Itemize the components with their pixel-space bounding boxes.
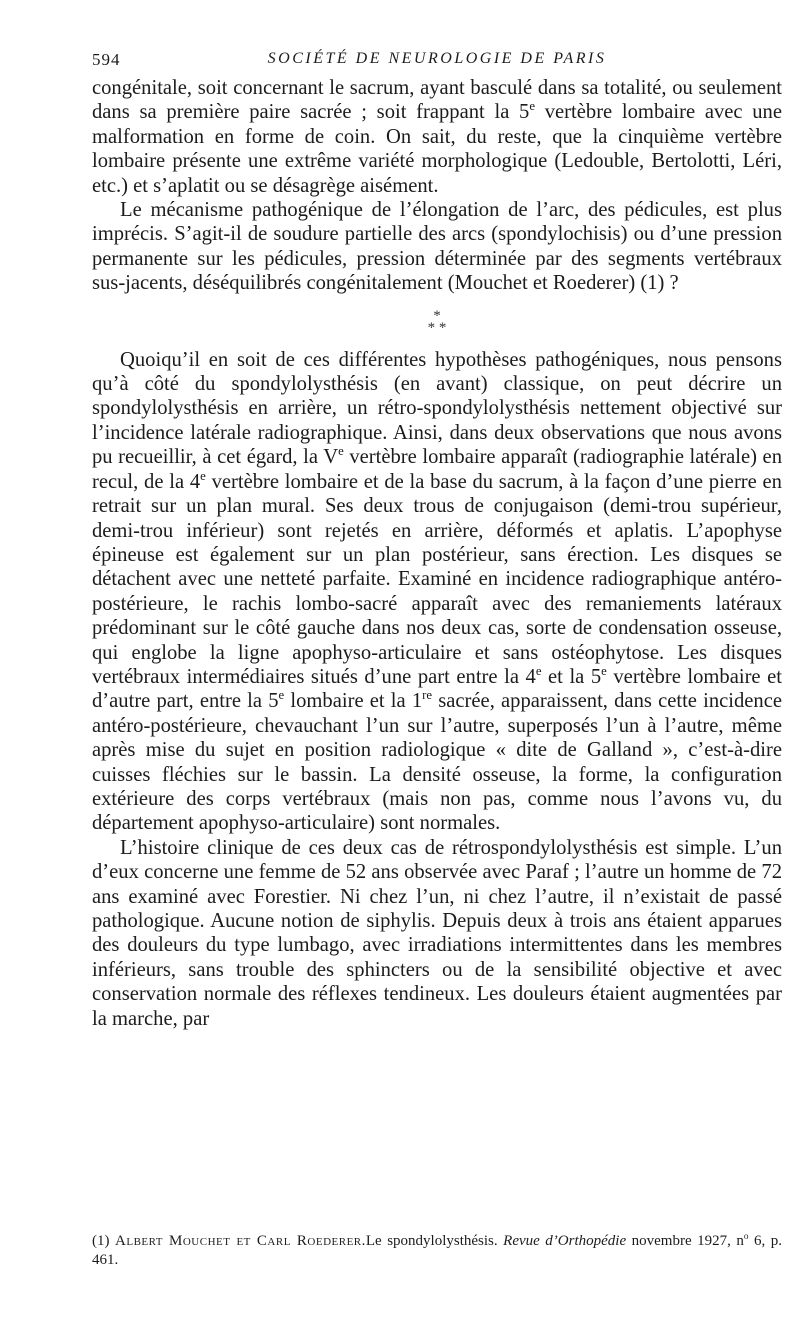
- section-separator: [92, 296, 782, 348]
- page-number: 594: [92, 50, 121, 69]
- footnote-marker: (1): [92, 1233, 110, 1249]
- separator-top-asterisk: *: [433, 307, 441, 324]
- paragraph-3: Quoiqu’il en soit de ces différentes hypothèses pathogéniques, nous pensons qu’à côté du spondylolysthésis (en avant) classique, on peut décrire un spondylolysthésis en arrière, un rétro-spondylolysthésis nettement objectivé sur l’incidence latérale radiographique. Ainsi, dans deux observations que nous avons pu recueillir, à cet égard, la Ve vertèbre lombaire apparaît (radiographie latérale) en recul, de la 4e vertèbre lombaire et de la base du sacrum, à la façon d’une pierre en retrait sur un plan mural. Ses deux trous de conjugaison (demi-trou supérieur, demi-trou inférieur) sont rejetés en arrière, déformés et aplatis. L’apophyse épineuse est également sur un plan postérieur, sans érection. Les disques se détachent avec une netteté parfaite. Examiné en incidence radiographique antéro-postérieure, le rachis lombo-sacré apparaît avec des remaniements latéraux prédominant sur le côté gauche dans nos deux cas, sorte de condensation osseuse, qui englobe la ligne apophyso-articulaire et sans ostéophytose. Les disques vertébraux intermédiaires situés d’une part entre la 4e et la 5e vertèbre lombaire et d’autre part, entre la 5e lombaire et la 1re sacrée, apparaissent, dans cette incidence antéro-postérieure, chevauchant l’un sur l’autre, superposés l’un à l’autre, même après mise du sujet en position radiologique « dite de Galland », c’est-à-dire cuisses fléchies sur le bassin. La densité osseuse, la forme, la configuration extérieure des corps vertébraux (mais non pas, comme nous l’avons vu, du département apophyso-articulaire) sont normales.: [92, 348, 783, 835]
- footnote-authors: Albert Mouchet et Carl Roederer.: [115, 1233, 366, 1249]
- paragraph-2: Le mécanisme pathogénique de l’élongation de l’arc, des pédicules, est plus imprécis. S’agit-il de soudure partielle des arcs (spondylochisis) ou d’une pression permanente sur les pédicules, pression déterminée par des segments vertébraux sus-jacents, déséquilibrés congénitalement (Mouchet et Roederer) (1) ?: [92, 199, 782, 295]
- paragraph-1: congénitale, soit concernant le sacrum, ayant basculé dans sa totalité, ou seulement dans sa première paire sacrée ; soit frappant la 5e vertèbre lombaire avec une malformation en forme de coin. On sait, du reste, que la cinquième vertèbre lombaire présente une extrême variété morphologique (Ledouble, Bertolotti, Léri, etc.) et s’aplatit ou se désagrège aisément.: [92, 77, 782, 197]
- footnote-journal: Revue d’Orthopédie: [503, 1233, 627, 1249]
- paragraph-4: L’histoire clinique de ces deux cas de rétrospondylolysthésis est simple. L’un d’eux concerne une femme de 52 ans observée avec Paraf ; l’autre un homme de 72 ans examiné avec Forestier. Ni chez l’un, ni chez l’autre, il n’existait de passé pathologique. Aucune notion de siphylis. Depuis deux à trois ans étaient apparues des douleurs du type lumbago, avec irradiations intermittentes dans les membres inférieurs, sans trouble des sphincters ou de la sensibilité objective et avec conservation normale des réflexes tendineux. Les douleurs étaient augmentées par la marche, par: [92, 836, 782, 1030]
- footnote-details: novembre 1927, $n^o$ 6, p. 461.: [92, 1232, 783, 1268]
- journal-title: SOCIÉTÉ DE NEUROLOGIE DE PARIS: [267, 50, 607, 67]
- body-text: [92, 76, 782, 1031]
- document-page: [92, 48, 782, 1031]
- footnote: [92, 1232, 782, 1270]
- running-head: [92, 48, 782, 76]
- separator-bottom-asterisks: * *: [427, 319, 447, 336]
- footnote-title: Le spondylolysthésis.: [365, 1233, 498, 1249]
